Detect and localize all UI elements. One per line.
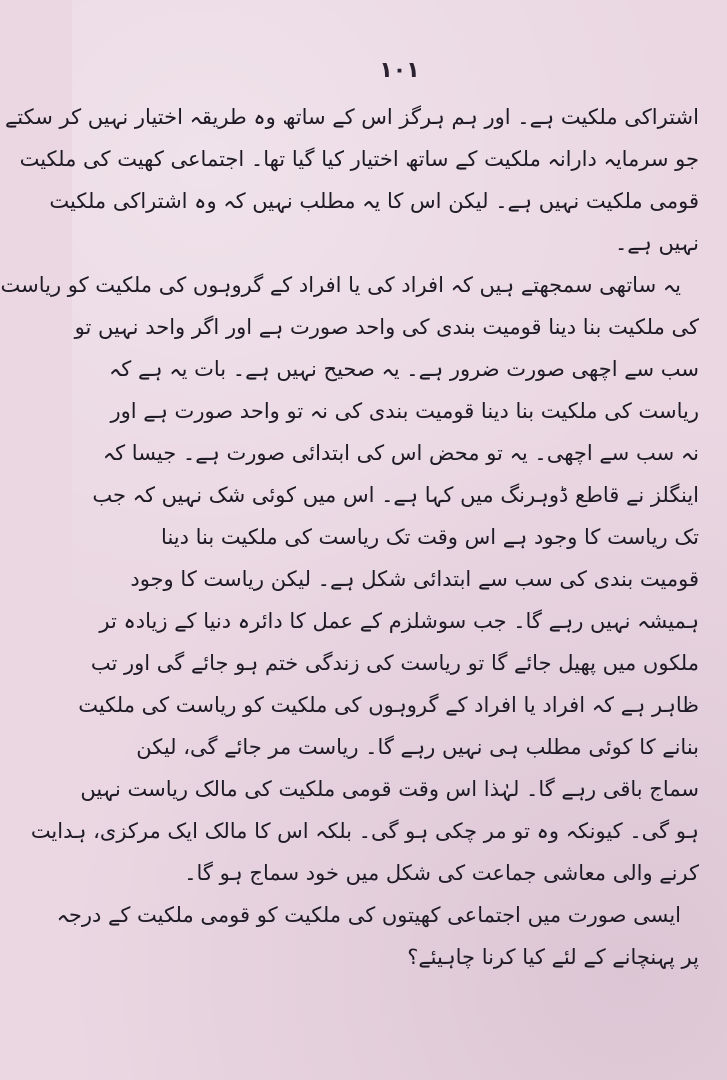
- text-line: ہمیشہ نہیں رہے گا۔ جب سوشلزم کے عمل کا دائرہ دنیا کے زیادہ تر: [99, 609, 699, 633]
- paragraph-start-line: ایسی صورت میں اجتماعی کھیتوں کی ملکیت کو قومی ملکیت کے درجہ: [56, 903, 681, 927]
- text-line: سماج باقی رہے گا۔ لہٰذا اس وقت قومی ملکیت کی مالک ریاست نہیں: [80, 777, 699, 801]
- text-line: قومیت بندی کی سب سے ابتدائی شکل ہے۔ لیکن ریاست کا وجود: [130, 567, 699, 591]
- text-line: جو سرمایہ دارانہ ملکیت کے ساتھ اختیار کیا گیا تھا۔ اجتماعی کھیت کی ملکیت: [19, 147, 699, 171]
- page-number: ۱۰۱: [379, 58, 420, 83]
- text-line: کی ملکیت بنا دینا قومیت بندی کی واحد صورت ہے اور اگر واحد نہیں تو: [74, 315, 699, 339]
- text-line: نہیں ہے۔: [614, 231, 699, 255]
- text-line: ملکوں میں پھیل جائے گا تو ریاست کی زندگی ختم ہو جائے گی اور تب: [90, 651, 699, 675]
- text-line: سب سے اچھی صورت ضرور ہے۔ یہ صحیح نہیں ہے۔ بات یہ ہے کہ: [109, 357, 699, 381]
- paragraph-start-line: یہ ساتھی سمجھتے ہیں کہ افراد کی یا افراد کے گروہوں کی ملکیت کو ریاست: [0, 273, 681, 297]
- text-line: قومی ملکیت نہیں ہے۔ لیکن اس کا یہ مطلب نہیں کہ وہ اشتراکی ملکیت: [49, 189, 699, 213]
- text-line: بنانے کا کوئی مطلب ہی نہیں رہے گا۔ ریاست مر جائے گی، لیکن: [136, 735, 699, 759]
- text-line: ظاہر ہے کہ افراد یا افراد کے گروہوں کی ملکیت کو ریاست کی ملکیت: [78, 693, 699, 717]
- text-line: ہو گی۔ کیونکہ وہ تو مر چکی ہو گی۔ بلکہ اس کا مالک ایک مرکزی، ہدایت: [30, 819, 699, 843]
- text-line: کرنے والی معاشی جماعت کی شکل میں خود سماج ہو گا۔: [184, 861, 699, 885]
- text-line: ریاست کی ملکیت بنا دینا قومیت بندی کی نہ تو واحد صورت ہے اور: [110, 399, 699, 423]
- page-text-body: [0, 96, 699, 978]
- text-line: تک ریاست کا وجود ہے اس وقت تک ریاست کی ملکیت بنا دینا: [161, 525, 699, 549]
- text-line: اینگلز نے قاطع ڈوہرنگ میں کہا ہے۔ اس میں کوئی شک نہیں کہ جب: [92, 483, 699, 507]
- text-line: نہ سب سے اچھی۔ یہ تو محض اس کی ابتدائی صورت ہے۔ جیسا کہ: [102, 441, 699, 465]
- text-line: پر پہنچانے کے لئے کیا کرنا چاہیئے؟: [407, 945, 699, 969]
- text-line: اشتراکی ملکیت ہے۔ اور ہم ہرگز اس کے ساتھ وہ طریقہ اختیار نہیں کر سکتے: [4, 105, 699, 129]
